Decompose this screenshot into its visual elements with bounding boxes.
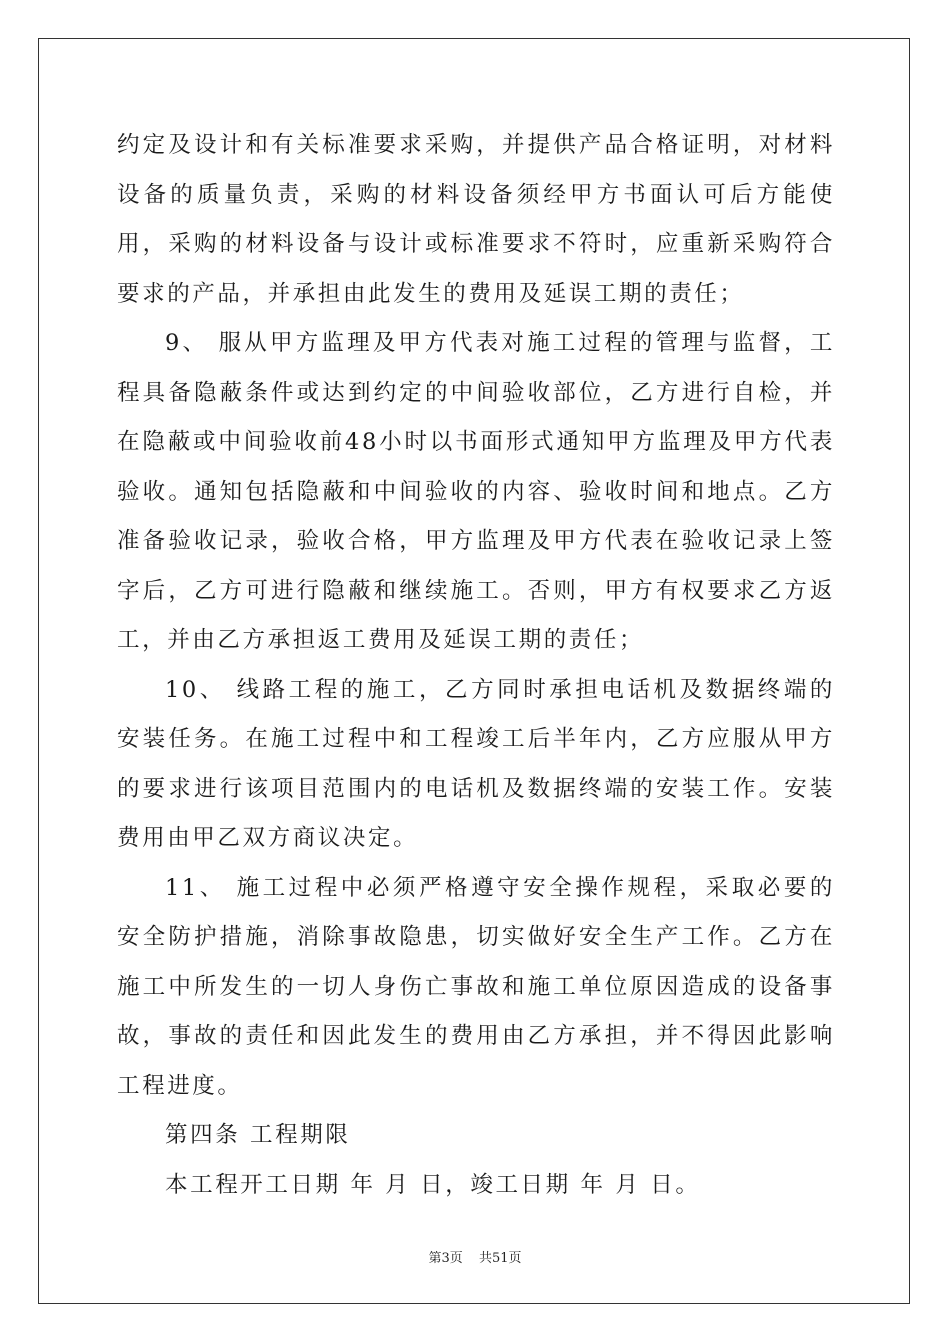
- paragraph-item-11: 11、 施工过程中必须严格遵守安全操作规程，采取必要的安全防护措施，消除事故隐患，切实做好安全生产工作。乙方在施工中所发生的一切人身伤亡事故和施工单位原因造成的设备事故，事故的责任和因此发生的费用由乙方承担，并不得因此影响工程进度。: [117, 874, 835, 1099]
- section-heading-article-4: 第四条 工程期限: [165, 1122, 351, 1148]
- page-number: 第3页: [428, 1251, 463, 1266]
- page-total: 共51页: [478, 1251, 522, 1266]
- document-body: [117, 121, 835, 1210]
- paragraph-continuation: 约定及设计和有关标准要求采购，并提供产品合格证明，对材料设备的质量负责，采购的材料设备须经甲方书面认可后方能使用，采购的材料设备与设计或标准要求不符时，应重新采购符合要求的产品，并承担由此发生的费用及延误工期的责任；: [117, 132, 835, 307]
- paragraph-item-9: 9、 服从甲方监理及甲方代表对施工过程的管理与监督，工程具备隐蔽条件或达到约定的中间验收部位，乙方进行自检，并在隐蔽或中间验收前48小时以书面形式通知甲方监理及甲方代表验收。通知包括隐蔽和中间验收的内容、验收时间和地点。乙方准备验收记录，验收合格，甲方监理及甲方代表在验收记录上签字后，乙方可进行隐蔽和继续施工。否则，甲方有权要求乙方返工，并由乙方承担返工费用及延误工期的责任；: [117, 330, 835, 653]
- page-footer: [0, 1247, 950, 1266]
- paragraph-schedule: 本工程开工日期 年 月 日，竣工日期 年 月 日。: [165, 1171, 701, 1198]
- paragraph-item-10: 10、 线路工程的施工，乙方同时承担电话机及数据终端的安装任务。在施工过程中和工程竣工后半年内，乙方应服从甲方的要求进行该项目范围内的电话机及数据终端的安装工作。安装费用由甲乙双方商议决定。: [117, 676, 835, 851]
